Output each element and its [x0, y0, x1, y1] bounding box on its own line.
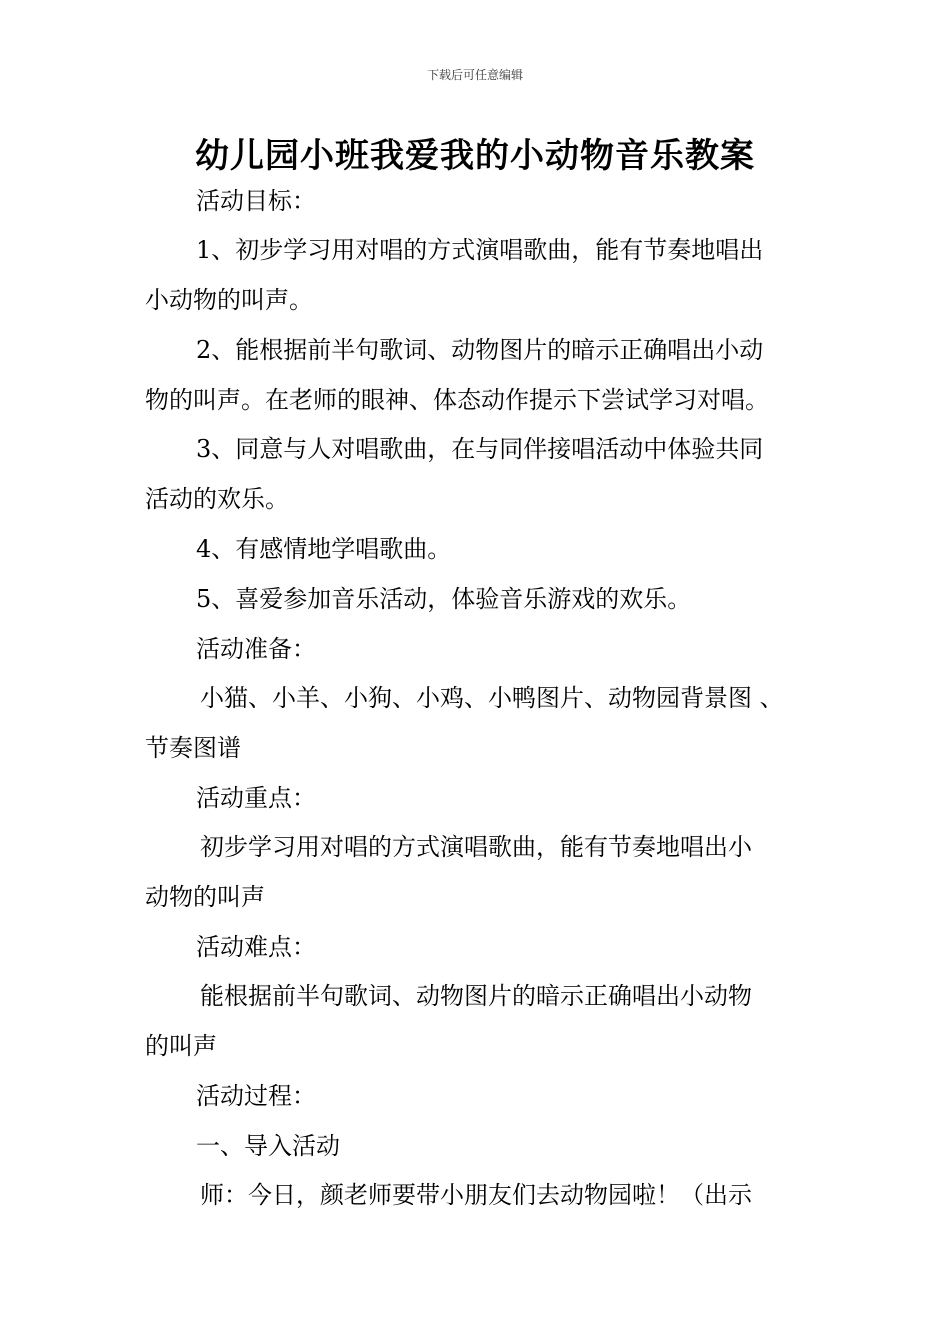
section-heading-difficulties: 活动难点：	[196, 933, 316, 961]
page-header-note: 下载后可任意编辑	[426, 68, 523, 82]
section-heading-key-points: 活动重点：	[196, 784, 316, 812]
paragraph-line: 活动的欢乐。	[145, 485, 289, 513]
paragraph-line: 小猫、小羊、小狗、小鸡、小鸭图片、动物园背景图 、	[200, 684, 784, 712]
paragraph-line: 3、同意与人对唱歌曲，在与同伴接唱活动中体验共同	[196, 435, 764, 463]
paragraph-line: 师：今日，颜老师要带小朋友们去动物园啦！（出示	[200, 1181, 752, 1209]
paragraph-line: 初步学习用对唱的方式演唱歌曲，能有节奏地唱出小	[200, 833, 752, 861]
paragraph-line: 节奏图谱	[145, 734, 241, 762]
paragraph-line: 动物的叫声	[145, 883, 265, 911]
paragraph-line: 小动物的叫声。	[145, 286, 313, 314]
section-heading-process: 活动过程：	[196, 1082, 316, 1110]
section-heading-preparation: 活动准备：	[196, 635, 316, 663]
section-heading-goals: 活动目标：	[196, 187, 316, 215]
paragraph-line: 的叫声	[145, 1032, 217, 1060]
paragraph-line: 1、初步学习用对唱的方式演唱歌曲，能有节奏地唱出	[196, 236, 764, 264]
paragraph-line: 物的叫声。在老师的眼神、体态动作提示下尝试学习对唱。	[145, 386, 769, 414]
paragraph-line: 4、有感情地学唱歌曲。	[196, 535, 452, 563]
document-title: 幼儿园小班我爱我的小动物音乐教案	[195, 136, 755, 176]
paragraph-line: 5、喜爱参加音乐活动，体验音乐游戏的欢乐。	[196, 585, 692, 613]
paragraph-line: 能根据前半句歌词、动物图片的暗示正确唱出小动物	[200, 982, 752, 1010]
paragraph-line: 2、能根据前半句歌词、动物图片的暗示正确唱出小动	[196, 336, 764, 364]
subsection-heading: 一、导入活动	[196, 1132, 340, 1160]
